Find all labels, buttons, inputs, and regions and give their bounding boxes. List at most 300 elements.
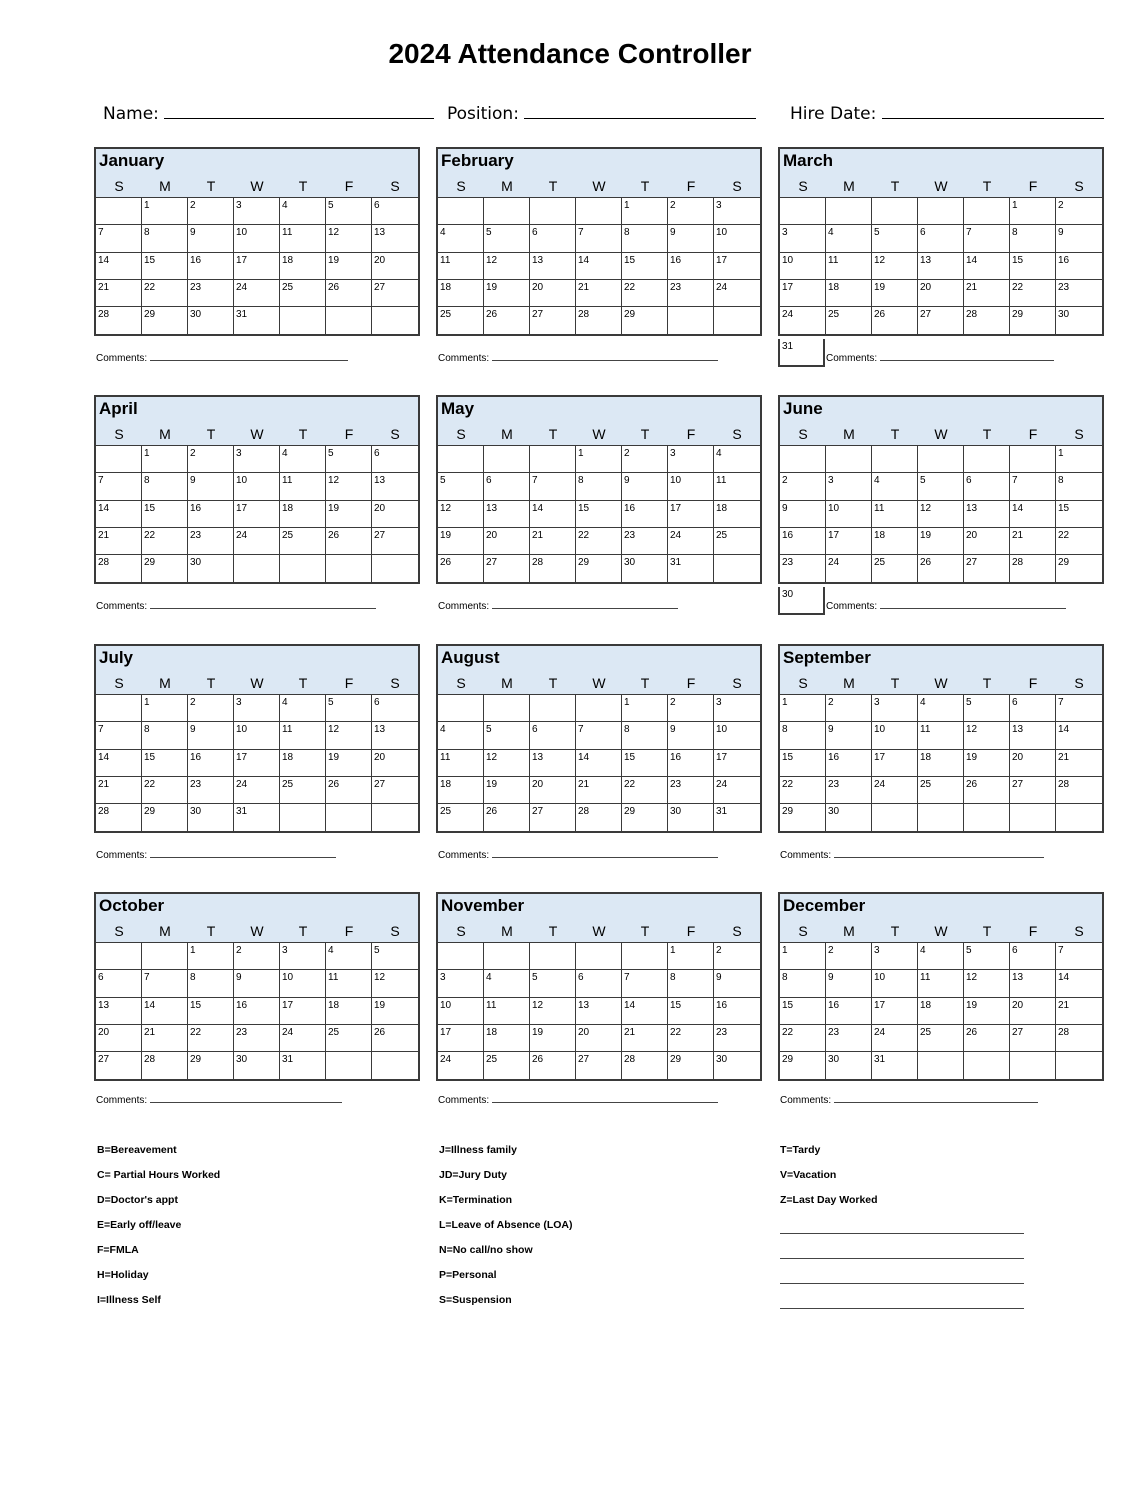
- day-cell[interactable]: 25: [326, 1025, 372, 1052]
- day-cell[interactable]: 14: [1056, 722, 1102, 749]
- day-cell[interactable]: 5: [964, 695, 1010, 722]
- comments-field[interactable]: [438, 849, 718, 861]
- day-cell[interactable]: 12: [872, 253, 918, 280]
- day-cell[interactable]: 30: [234, 1052, 280, 1079]
- day-cell[interactable]: 13: [918, 253, 964, 280]
- day-cell[interactable]: 12: [918, 501, 964, 528]
- day-cell[interactable]: [326, 804, 372, 831]
- comments-blank-line[interactable]: [834, 1094, 1038, 1103]
- day-cell[interactable]: [964, 804, 1010, 831]
- day-cell[interactable]: [372, 804, 418, 831]
- day-cell[interactable]: 22: [668, 1025, 714, 1052]
- day-cell[interactable]: 19: [484, 280, 530, 307]
- day-cell[interactable]: 10: [438, 998, 484, 1025]
- day-cell[interactable]: 16: [622, 501, 668, 528]
- day-cell[interactable]: [530, 446, 576, 473]
- day-cell[interactable]: 28: [964, 307, 1010, 334]
- day-cell[interactable]: [714, 555, 760, 582]
- day-cell[interactable]: [484, 446, 530, 473]
- day-cell[interactable]: 8: [188, 970, 234, 997]
- day-cell[interactable]: 25: [484, 1052, 530, 1079]
- day-cell[interactable]: 29: [780, 1052, 826, 1079]
- day-cell[interactable]: 24: [872, 777, 918, 804]
- day-cell[interactable]: 8: [668, 970, 714, 997]
- day-cell[interactable]: 8: [622, 225, 668, 252]
- day-cell[interactable]: 30: [826, 1052, 872, 1079]
- day-cell[interactable]: 3: [438, 970, 484, 997]
- day-cell[interactable]: 17: [234, 253, 280, 280]
- comments-field[interactable]: [438, 600, 678, 612]
- day-cell[interactable]: 16: [714, 998, 760, 1025]
- day-cell[interactable]: 11: [918, 722, 964, 749]
- comments-blank-line[interactable]: [880, 600, 1066, 609]
- day-cell[interactable]: 12: [326, 722, 372, 749]
- hire-date-blank-line[interactable]: [882, 100, 1104, 119]
- day-cell[interactable]: 6: [372, 446, 418, 473]
- day-cell[interactable]: 29: [622, 804, 668, 831]
- day-cell[interactable]: 4: [326, 943, 372, 970]
- day-cell[interactable]: 27: [484, 555, 530, 582]
- day-cell[interactable]: 1: [1056, 446, 1102, 473]
- day-cell[interactable]: 24: [234, 777, 280, 804]
- day-cell[interactable]: 23: [826, 777, 872, 804]
- day-cell[interactable]: [96, 943, 142, 970]
- day-cell[interactable]: 1: [576, 446, 622, 473]
- day-cell[interactable]: [438, 695, 484, 722]
- day-cell[interactable]: 26: [326, 777, 372, 804]
- day-cell[interactable]: 6: [1010, 943, 1056, 970]
- day-cell[interactable]: 24: [668, 528, 714, 555]
- name-field[interactable]: [103, 100, 434, 124]
- day-cell[interactable]: 13: [530, 750, 576, 777]
- day-cell[interactable]: 27: [964, 555, 1010, 582]
- day-cell[interactable]: 29: [1010, 307, 1056, 334]
- day-cell[interactable]: 3: [234, 198, 280, 225]
- day-cell[interactable]: 2: [188, 695, 234, 722]
- day-cell[interactable]: 25: [438, 307, 484, 334]
- day-cell[interactable]: 6: [484, 473, 530, 500]
- day-cell[interactable]: 5: [326, 446, 372, 473]
- day-cell[interactable]: 25: [918, 777, 964, 804]
- day-cell[interactable]: 23: [1056, 280, 1102, 307]
- day-cell[interactable]: 27: [530, 804, 576, 831]
- day-cell[interactable]: 24: [780, 307, 826, 334]
- day-cell[interactable]: 27: [372, 777, 418, 804]
- day-cell[interactable]: 25: [280, 777, 326, 804]
- day-cell[interactable]: 17: [234, 501, 280, 528]
- comments-field[interactable]: [96, 600, 376, 612]
- day-cell[interactable]: 29: [142, 307, 188, 334]
- day-cell[interactable]: [780, 446, 826, 473]
- day-cell[interactable]: 10: [872, 970, 918, 997]
- day-cell[interactable]: 3: [280, 943, 326, 970]
- day-cell[interactable]: 8: [142, 722, 188, 749]
- day-cell[interactable]: 11: [872, 501, 918, 528]
- day-cell[interactable]: 22: [142, 777, 188, 804]
- day-cell[interactable]: 2: [826, 695, 872, 722]
- day-cell[interactable]: 11: [280, 473, 326, 500]
- day-cell[interactable]: 12: [964, 722, 1010, 749]
- day-cell[interactable]: 28: [142, 1052, 188, 1079]
- day-cell[interactable]: 28: [622, 1052, 668, 1079]
- day-cell[interactable]: [326, 1052, 372, 1079]
- day-cell[interactable]: 29: [188, 1052, 234, 1079]
- day-cell[interactable]: 28: [576, 804, 622, 831]
- day-cell[interactable]: 3: [872, 943, 918, 970]
- day-cell[interactable]: 26: [326, 280, 372, 307]
- day-cell[interactable]: 7: [96, 722, 142, 749]
- day-cell[interactable]: 27: [96, 1052, 142, 1079]
- day-cell[interactable]: 15: [780, 998, 826, 1025]
- day-cell[interactable]: 22: [622, 280, 668, 307]
- day-cell[interactable]: 7: [1056, 943, 1102, 970]
- day-cell[interactable]: 20: [1010, 750, 1056, 777]
- day-cell[interactable]: 28: [96, 804, 142, 831]
- day-cell[interactable]: 3: [234, 446, 280, 473]
- day-cell[interactable]: 17: [438, 1025, 484, 1052]
- day-cell[interactable]: 13: [576, 998, 622, 1025]
- day-cell[interactable]: 10: [234, 722, 280, 749]
- day-cell[interactable]: 18: [826, 280, 872, 307]
- day-cell[interactable]: 5: [372, 943, 418, 970]
- day-cell[interactable]: 26: [918, 555, 964, 582]
- day-cell[interactable]: 4: [918, 695, 964, 722]
- day-cell[interactable]: 9: [188, 722, 234, 749]
- day-cell[interactable]: 20: [372, 253, 418, 280]
- day-cell[interactable]: 23: [826, 1025, 872, 1052]
- day-cell[interactable]: 13: [372, 722, 418, 749]
- day-cell[interactable]: 22: [188, 1025, 234, 1052]
- day-cell[interactable]: 14: [142, 998, 188, 1025]
- legend-blank-line[interactable]: [780, 1257, 1024, 1259]
- day-cell[interactable]: 1: [142, 198, 188, 225]
- day-cell[interactable]: 2: [188, 446, 234, 473]
- day-cell[interactable]: 11: [826, 253, 872, 280]
- day-cell[interactable]: 6: [372, 695, 418, 722]
- day-cell[interactable]: 15: [1010, 253, 1056, 280]
- day-cell[interactable]: 4: [280, 695, 326, 722]
- day-cell[interactable]: 4: [918, 943, 964, 970]
- day-cell[interactable]: 28: [576, 307, 622, 334]
- day-cell[interactable]: [438, 446, 484, 473]
- day-cell[interactable]: 20: [530, 280, 576, 307]
- comments-field[interactable]: [438, 352, 718, 364]
- day-cell[interactable]: [484, 695, 530, 722]
- day-cell[interactable]: 16: [668, 750, 714, 777]
- day-cell[interactable]: 30: [716, 1054, 728, 1066]
- day-cell[interactable]: 19: [326, 501, 372, 528]
- day-cell[interactable]: 28: [530, 555, 576, 582]
- day-cell[interactable]: [96, 446, 142, 473]
- day-cell[interactable]: 18: [918, 750, 964, 777]
- day-cell[interactable]: 14: [96, 501, 142, 528]
- day-cell[interactable]: 2: [668, 695, 714, 722]
- day-cell[interactable]: 21: [1056, 998, 1102, 1025]
- day-cell[interactable]: 1: [622, 695, 668, 722]
- day-cell[interactable]: 28: [1056, 1025, 1102, 1052]
- day-cell[interactable]: 1: [780, 943, 826, 970]
- day-cell[interactable]: 16: [188, 750, 234, 777]
- day-cell[interactable]: 2: [714, 943, 760, 970]
- day-cell[interactable]: 10: [714, 225, 760, 252]
- day-cell[interactable]: 31: [234, 307, 280, 334]
- day-cell[interactable]: 23: [188, 280, 234, 307]
- day-cell[interactable]: 24: [714, 777, 760, 804]
- comments-blank-line[interactable]: [880, 352, 1054, 361]
- day-cell[interactable]: [964, 198, 1010, 225]
- day-cell[interactable]: 23: [668, 280, 714, 307]
- day-cell[interactable]: 16: [188, 501, 234, 528]
- day-cell[interactable]: 7: [964, 225, 1010, 252]
- day-cell[interactable]: 12: [438, 501, 484, 528]
- day-cell[interactable]: [918, 198, 964, 225]
- day-cell[interactable]: [530, 943, 576, 970]
- day-cell[interactable]: 11: [280, 722, 326, 749]
- day-cell[interactable]: 13: [484, 501, 530, 528]
- day-cell[interactable]: [826, 198, 872, 225]
- comments-field[interactable]: [780, 849, 1044, 861]
- day-cell[interactable]: 26: [484, 804, 530, 831]
- day-cell[interactable]: 2: [622, 446, 668, 473]
- day-cell[interactable]: 28: [96, 307, 142, 334]
- day-cell[interactable]: [372, 1052, 418, 1079]
- day-cell[interactable]: 8: [1056, 473, 1102, 500]
- comments-blank-line[interactable]: [834, 849, 1044, 858]
- day-cell[interactable]: 22: [622, 777, 668, 804]
- day-cell[interactable]: 12: [372, 970, 418, 997]
- day-cell[interactable]: 29: [576, 555, 622, 582]
- comments-field[interactable]: [96, 1094, 342, 1106]
- day-cell[interactable]: 2: [234, 943, 280, 970]
- day-cell[interactable]: 3: [668, 446, 714, 473]
- day-cell[interactable]: 10: [280, 970, 326, 997]
- day-cell[interactable]: 8: [576, 473, 622, 500]
- day-cell[interactable]: [576, 198, 622, 225]
- comments-field[interactable]: [96, 849, 336, 861]
- day-cell[interactable]: 9: [780, 501, 826, 528]
- day-cell[interactable]: 25: [826, 307, 872, 334]
- day-cell[interactable]: 21: [142, 1025, 188, 1052]
- day-cell[interactable]: 11: [438, 750, 484, 777]
- day-cell[interactable]: [872, 198, 918, 225]
- day-cell[interactable]: [1010, 804, 1056, 831]
- day-cell[interactable]: 3: [780, 225, 826, 252]
- day-cell[interactable]: 10: [668, 473, 714, 500]
- day-cell[interactable]: 24: [234, 280, 280, 307]
- day-cell[interactable]: 30: [188, 555, 234, 582]
- day-cell[interactable]: [918, 1052, 964, 1079]
- day-cell[interactable]: 26: [964, 1025, 1010, 1052]
- day-cell[interactable]: 3: [714, 198, 760, 225]
- day-cell[interactable]: 15: [188, 998, 234, 1025]
- comments-blank-line[interactable]: [492, 849, 718, 858]
- day-cell[interactable]: 13: [530, 253, 576, 280]
- name-blank-line[interactable]: [164, 100, 434, 119]
- day-cell[interactable]: 7: [622, 970, 668, 997]
- day-cell[interactable]: 20: [96, 1025, 142, 1052]
- day-cell[interactable]: 14: [622, 998, 668, 1025]
- day-cell[interactable]: 9: [668, 225, 714, 252]
- day-cell[interactable]: 12: [964, 970, 1010, 997]
- day-cell[interactable]: 23: [234, 1025, 280, 1052]
- day-cell[interactable]: 17: [780, 280, 826, 307]
- day-cell[interactable]: 19: [964, 998, 1010, 1025]
- day-cell[interactable]: 10: [780, 253, 826, 280]
- comments-blank-line[interactable]: [492, 600, 678, 609]
- day-cell[interactable]: 6: [530, 722, 576, 749]
- day-cell[interactable]: 18: [484, 1025, 530, 1052]
- day-cell[interactable]: 6: [576, 970, 622, 997]
- day-cell[interactable]: 5: [438, 473, 484, 500]
- day-cell[interactable]: 25: [280, 528, 326, 555]
- day-cell[interactable]: [484, 198, 530, 225]
- day-cell[interactable]: 17: [714, 253, 760, 280]
- day-cell[interactable]: 5: [484, 225, 530, 252]
- day-cell[interactable]: [576, 943, 622, 970]
- day-cell[interactable]: 26: [964, 777, 1010, 804]
- comments-field[interactable]: [826, 600, 1066, 612]
- day-cell[interactable]: 22: [142, 528, 188, 555]
- day-cell[interactable]: 20: [918, 280, 964, 307]
- day-cell[interactable]: 27: [372, 280, 418, 307]
- day-cell[interactable]: 29: [1058, 557, 1070, 569]
- day-cell[interactable]: 14: [964, 253, 1010, 280]
- day-cell[interactable]: [622, 943, 668, 970]
- day-cell[interactable]: 23: [714, 1025, 760, 1052]
- day-cell[interactable]: 2: [826, 943, 872, 970]
- day-cell[interactable]: 9: [714, 970, 760, 997]
- day-cell[interactable]: 22: [780, 777, 826, 804]
- day-cell[interactable]: [872, 804, 918, 831]
- day-cell[interactable]: 6: [96, 970, 142, 997]
- day-cell[interactable]: 3: [714, 695, 760, 722]
- day-cell[interactable]: 21: [964, 280, 1010, 307]
- day-cell[interactable]: 1: [142, 446, 188, 473]
- day-cell[interactable]: 17: [872, 750, 918, 777]
- day-cell[interactable]: [234, 555, 280, 582]
- day-cell[interactable]: 31: [280, 1052, 326, 1079]
- comments-field[interactable]: [780, 1094, 1038, 1106]
- day-cell[interactable]: [530, 198, 576, 225]
- day-cell[interactable]: 23: [622, 528, 668, 555]
- day-cell[interactable]: 20: [372, 750, 418, 777]
- day-cell[interactable]: 16: [826, 998, 872, 1025]
- day-cell[interactable]: 6: [964, 473, 1010, 500]
- day-cell[interactable]: 5: [918, 473, 964, 500]
- day-cell[interactable]: 2: [1056, 198, 1102, 225]
- day-cell[interactable]: 14: [530, 501, 576, 528]
- day-cell[interactable]: [530, 695, 576, 722]
- comments-field[interactable]: [96, 352, 348, 364]
- day-cell[interactable]: 31: [716, 806, 728, 818]
- day-cell[interactable]: [372, 307, 418, 334]
- day-cell[interactable]: 10: [872, 722, 918, 749]
- comments-field[interactable]: [438, 1094, 718, 1106]
- day-cell[interactable]: 16: [1056, 253, 1102, 280]
- day-cell[interactable]: [438, 198, 484, 225]
- day-cell[interactable]: 31: [234, 804, 280, 831]
- day-cell[interactable]: 10: [714, 722, 760, 749]
- day-cell[interactable]: 6: [1010, 695, 1056, 722]
- day-cell[interactable]: [1010, 1052, 1056, 1079]
- day-cell[interactable]: 17: [714, 750, 760, 777]
- day-cell-overflow[interactable]: 30: [778, 587, 825, 615]
- day-cell[interactable]: 15: [780, 750, 826, 777]
- day-cell[interactable]: 3: [872, 695, 918, 722]
- day-cell[interactable]: 30: [188, 307, 234, 334]
- day-cell[interactable]: 9: [668, 722, 714, 749]
- day-cell[interactable]: 19: [530, 1025, 576, 1052]
- day-cell[interactable]: 18: [438, 777, 484, 804]
- day-cell[interactable]: 5: [484, 722, 530, 749]
- day-cell[interactable]: 5: [872, 225, 918, 252]
- day-cell[interactable]: 22: [142, 280, 188, 307]
- day-cell[interactable]: [1056, 1052, 1102, 1079]
- day-cell[interactable]: 1: [780, 695, 826, 722]
- day-cell[interactable]: 15: [1056, 501, 1102, 528]
- day-cell[interactable]: 17: [826, 528, 872, 555]
- day-cell[interactable]: 14: [576, 253, 622, 280]
- day-cell[interactable]: 22: [780, 1025, 826, 1052]
- day-cell[interactable]: 13: [372, 225, 418, 252]
- day-cell[interactable]: 10: [826, 501, 872, 528]
- day-cell[interactable]: 29: [668, 1052, 714, 1079]
- day-cell[interactable]: 12: [326, 473, 372, 500]
- comments-blank-line[interactable]: [150, 352, 348, 361]
- day-cell[interactable]: 11: [484, 998, 530, 1025]
- day-cell[interactable]: [780, 198, 826, 225]
- day-cell[interactable]: 6: [530, 225, 576, 252]
- day-cell[interactable]: 24: [280, 1025, 326, 1052]
- day-cell[interactable]: 11: [280, 225, 326, 252]
- day-cell[interactable]: [668, 307, 714, 334]
- day-cell[interactable]: 17: [668, 501, 714, 528]
- day-cell[interactable]: 11: [326, 970, 372, 997]
- day-cell[interactable]: 25: [714, 528, 760, 555]
- day-cell[interactable]: 20: [964, 528, 1010, 555]
- day-cell[interactable]: 20: [484, 528, 530, 555]
- day-cell[interactable]: [964, 1052, 1010, 1079]
- day-cell[interactable]: 18: [326, 998, 372, 1025]
- day-cell[interactable]: 24: [438, 1052, 484, 1079]
- position-field[interactable]: [447, 100, 756, 124]
- day-cell[interactable]: 20: [530, 777, 576, 804]
- day-cell[interactable]: 20: [1010, 998, 1056, 1025]
- day-cell[interactable]: 16: [826, 750, 872, 777]
- day-cell[interactable]: 15: [576, 501, 622, 528]
- day-cell[interactable]: 4: [872, 473, 918, 500]
- day-cell[interactable]: 7: [96, 473, 142, 500]
- day-cell[interactable]: 9: [188, 473, 234, 500]
- day-cell[interactable]: 29: [780, 804, 826, 831]
- day-cell[interactable]: 29: [142, 555, 188, 582]
- day-cell[interactable]: 1: [188, 943, 234, 970]
- day-cell[interactable]: 9: [234, 970, 280, 997]
- day-cell[interactable]: 24: [826, 555, 872, 582]
- legend-blank-line[interactable]: [780, 1282, 1024, 1284]
- day-cell[interactable]: 19: [326, 750, 372, 777]
- day-cell[interactable]: 21: [1010, 528, 1056, 555]
- day-cell[interactable]: 25: [280, 280, 326, 307]
- day-cell[interactable]: 15: [142, 501, 188, 528]
- legend-blank-line[interactable]: [780, 1307, 1024, 1309]
- day-cell[interactable]: 30: [1058, 309, 1070, 321]
- day-cell[interactable]: 21: [576, 777, 622, 804]
- day-cell[interactable]: 7: [530, 473, 576, 500]
- day-cell[interactable]: 2: [668, 198, 714, 225]
- day-cell[interactable]: [964, 446, 1010, 473]
- day-cell[interactable]: 17: [280, 998, 326, 1025]
